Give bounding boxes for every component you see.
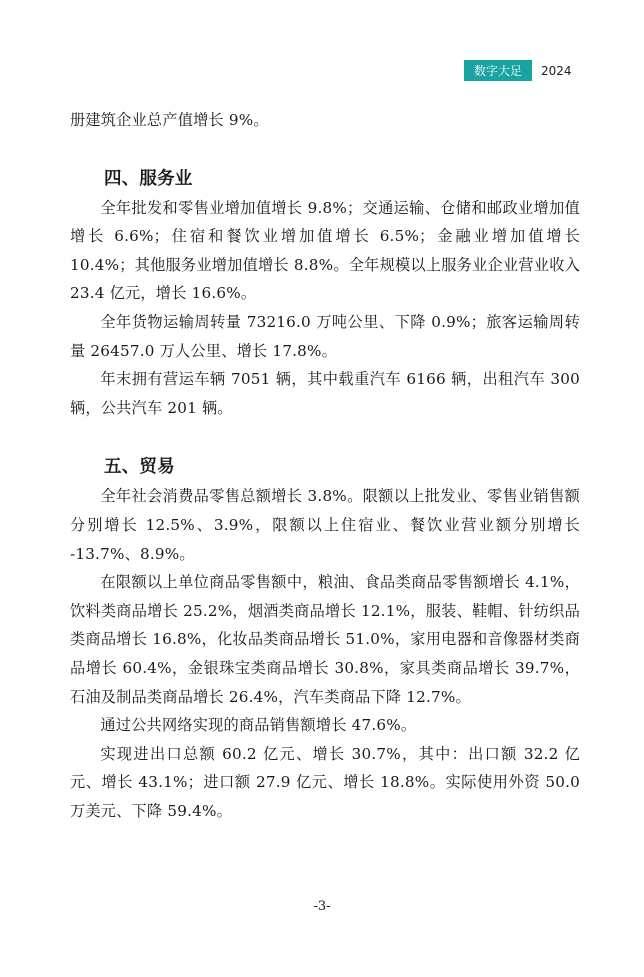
document-body <box>70 106 580 825</box>
paragraph: 全年批发和零售业增加值增长 9.8%；交通运输、仓储和邮政业增加值增长 6.6%；住宿和餐饮业增加值增长 6.5%；金融业增加值增长 10.4%；其他服务业增加值增长 8.8%。全年规模以上服务业企业营业收入 23.4 亿元，增长 16.6%。 <box>70 198 580 303</box>
continuation-paragraph: 册建筑企业总产值增长 9%。 <box>70 111 269 129</box>
paragraph: 全年货物运输周转量 73216.0 万吨公里、下降 0.9%；旅客运输周转量 26457.0 万人公里、增长 17.8%。 <box>70 312 580 360</box>
paragraph: 在限额以上单位商品零售额中，粮油、食品类商品零售额增长 4.1%，饮料类商品增长 25.2%，烟酒类商品增长 12.1%，服装、鞋帽、针纺织品类商品增长 16.8%，化妆品类商品增长 51.0%，家用电器和音像器材类商品增长 60.4%，金银珠宝类商品增长 30.8%，家具类商品增长 39.7%，石油及制品类商品增长 26.4%，汽车类商品下降 12.7%。 <box>70 573 580 706</box>
year-label: 2024 <box>541 63 572 78</box>
paragraph: 全年社会消费品零售总额增长 3.8%。限额以上批发业、零售业销售额分别增长 12.5%、3.9%，限额以上住宿业、餐饮业营业额分别增长 -13.7%、8.9%。 <box>70 487 580 563</box>
paragraph: 通过公共网络实现的商品销售额增长 47.6%。 <box>100 716 417 735</box>
paragraph: 年末拥有营运车辆 7051 辆，其中载重汽车 6166 辆，出租汽车 300 辆，公共汽车 201 辆。 <box>70 370 580 417</box>
paragraph: 实现进出口总额 60.2 亿元、增长 30.7%，其中：出口额 32.2 亿元、增长 43.1%；进口额 27.9 亿元、增长 18.8%。实际使用外资 50.0 万美元、下降 59.4%。 <box>70 744 580 820</box>
page-number: -3- <box>313 899 331 914</box>
section-tag: 数字大足 <box>464 60 532 81</box>
section-heading-trade: 五、贸易 <box>104 457 175 478</box>
section-heading-services: 四、服务业 <box>104 168 193 189</box>
